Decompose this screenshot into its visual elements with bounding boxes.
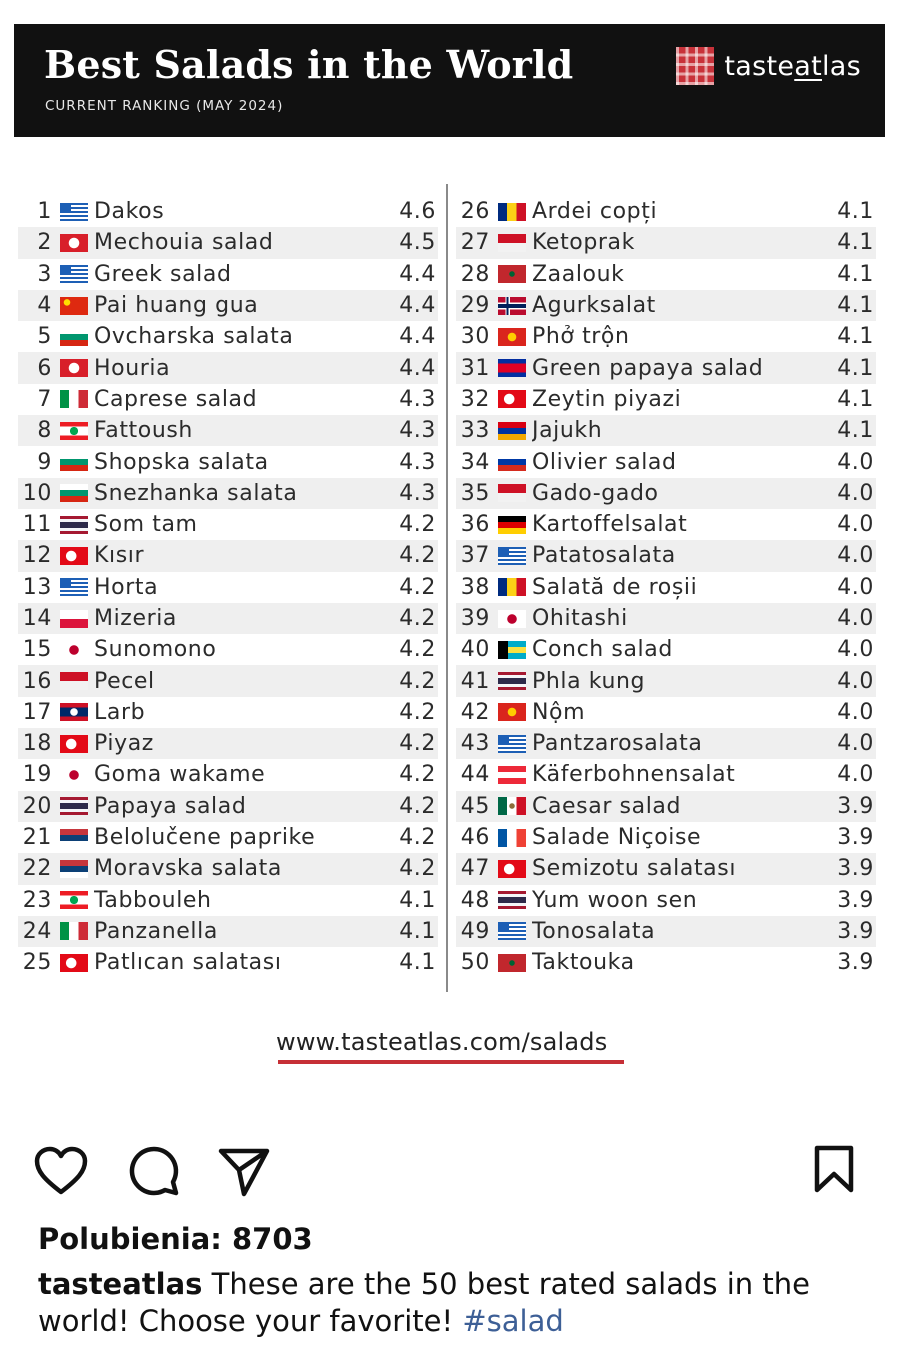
dish-rating: 3.9	[837, 856, 874, 882]
dish-rating: 4.2	[399, 606, 436, 631]
dish-rating: 4.2	[399, 574, 436, 600]
rank-number: 29	[460, 293, 490, 319]
flag-tn-icon	[60, 359, 88, 377]
rank-number: 25	[22, 950, 52, 976]
dish-name: Gado-gado	[532, 480, 659, 506]
flag-de-icon	[498, 516, 526, 534]
flag-ro-icon	[498, 578, 526, 596]
dish-rating: 4.1	[399, 950, 436, 976]
ranking-row	[456, 384, 876, 415]
infographic-subtitle: CURRENT RANKING (MAY 2024)	[45, 98, 284, 114]
ranking-row	[18, 415, 438, 446]
ranking-row	[456, 665, 876, 696]
rank-number: 7	[37, 386, 52, 412]
dish-rating: 4.2	[399, 856, 436, 882]
ranking-row	[456, 415, 876, 446]
dish-rating: 4.1	[837, 230, 874, 256]
dish-name: Moravska salata	[94, 856, 282, 882]
flag-lb-icon	[60, 891, 88, 909]
dish-name: Pantzarosalata	[532, 731, 703, 757]
flag-jp-icon	[60, 766, 88, 784]
dish-name: Houria	[94, 355, 171, 381]
ranking-row	[18, 509, 438, 540]
rank-number: 5	[37, 324, 52, 350]
rank-number: 44	[460, 762, 490, 788]
ranking-row	[18, 853, 438, 884]
dish-rating: 3.9	[837, 887, 874, 913]
dish-rating: 4.0	[837, 606, 874, 631]
dish-name: Mizeria	[94, 606, 178, 631]
ranking-row	[456, 290, 876, 321]
ranking-row	[456, 259, 876, 290]
dish-rating: 4.4	[399, 293, 436, 319]
dish-rating: 3.9	[837, 950, 874, 976]
dish-name: Belolučene paprike	[94, 825, 316, 851]
flag-rs-icon	[60, 829, 88, 847]
rank-number: 14	[22, 606, 52, 631]
rank-number: 45	[460, 793, 490, 819]
flag-vn-icon	[498, 328, 526, 346]
flag-tr-icon	[498, 390, 526, 408]
dish-rating: 4.0	[837, 699, 874, 725]
flag-th-icon	[498, 891, 526, 909]
ranking-row	[456, 540, 876, 571]
dish-name: Olivier salad	[532, 449, 677, 475]
rank-number: 49	[460, 918, 490, 944]
ranking-row	[18, 478, 438, 509]
ranking-row	[18, 665, 438, 696]
ranking-row	[456, 478, 876, 509]
rank-number: 43	[460, 731, 490, 757]
dish-rating: 3.9	[837, 825, 874, 851]
ranking-row	[456, 728, 876, 759]
ranking-column-right	[456, 196, 876, 978]
dish-rating: 4.3	[399, 386, 436, 412]
flag-ro-icon	[498, 203, 526, 221]
rank-number: 38	[460, 574, 490, 600]
flag-bg-icon	[60, 453, 88, 471]
dish-rating: 4.5	[399, 230, 436, 256]
dish-rating: 4.0	[837, 637, 874, 663]
ranking-table	[18, 196, 876, 980]
dish-name: Panzanella	[94, 918, 218, 944]
rank-number: 34	[460, 449, 490, 475]
infographic-title: Best Salads in the World	[44, 42, 574, 87]
rank-number: 30	[460, 324, 490, 350]
flag-cn-icon	[60, 297, 88, 315]
flag-th-icon	[498, 672, 526, 690]
ranking-row	[18, 947, 438, 978]
ranking-row	[456, 885, 876, 916]
dish-name: Ohitashi	[532, 606, 628, 631]
rank-number: 10	[22, 480, 52, 506]
dish-rating: 4.0	[837, 574, 874, 600]
dish-name: Patlıcan salatası	[94, 950, 282, 976]
rank-number: 6	[37, 355, 52, 381]
rank-number: 50	[460, 950, 490, 976]
dish-rating: 4.0	[837, 512, 874, 538]
dish-name: Semizotu salatası	[532, 856, 737, 882]
flag-it-icon	[60, 390, 88, 408]
flag-ru-icon	[498, 453, 526, 471]
flag-am-icon	[498, 422, 526, 440]
dish-rating: 4.1	[837, 324, 874, 350]
flag-gr-icon	[498, 735, 526, 753]
dish-rating: 4.3	[399, 449, 436, 475]
ranking-row	[456, 947, 876, 978]
ranking-row	[18, 572, 438, 603]
ranking-row	[456, 196, 876, 227]
flag-fr-icon	[498, 829, 526, 847]
ranking-row	[18, 822, 438, 853]
dish-name: Jajukh	[532, 418, 603, 444]
flag-tr-icon	[60, 735, 88, 753]
dish-rating: 4.1	[837, 355, 874, 381]
dish-name: Goma wakame	[94, 762, 266, 788]
rank-number: 28	[460, 261, 490, 287]
flag-th-icon	[60, 797, 88, 815]
tablecloth-logo-icon	[676, 47, 714, 85]
rank-number: 17	[22, 699, 52, 725]
dish-name: Zaalouk	[532, 261, 625, 287]
rank-number: 23	[22, 887, 52, 913]
ranking-row	[18, 196, 438, 227]
source-url: www.tasteatlas.com/salads	[276, 1028, 608, 1056]
dish-rating: 4.3	[399, 418, 436, 444]
dish-name: Salată de roșii	[532, 574, 698, 600]
rank-number: 24	[22, 918, 52, 944]
dish-name: Käferbohnensalat	[532, 762, 736, 788]
ranking-row	[18, 697, 438, 728]
flag-bg-icon	[60, 484, 88, 502]
dish-rating: 4.1	[399, 918, 436, 944]
dish-name: Horta	[94, 574, 159, 600]
send-icon[interactable]	[217, 1144, 271, 1198]
ranking-row	[456, 509, 876, 540]
flag-tr-icon	[498, 860, 526, 878]
rank-number: 2	[37, 230, 52, 256]
rank-number: 21	[22, 825, 52, 851]
ranking-row	[456, 603, 876, 634]
dish-name: Snezhanka salata	[94, 480, 298, 506]
ranking-row	[456, 853, 876, 884]
flag-bs-icon	[498, 641, 526, 659]
dish-rating: 4.0	[837, 480, 874, 506]
flag-it-icon	[60, 922, 88, 940]
ranking-row	[456, 759, 876, 790]
post-caption	[38, 1266, 868, 1340]
dish-name: Ardei copți	[532, 199, 658, 225]
flag-jp-icon	[60, 641, 88, 659]
flag-ma-icon	[498, 954, 526, 972]
dish-rating: 4.2	[399, 731, 436, 757]
dish-rating: 4.1	[837, 199, 874, 225]
ranking-row	[18, 634, 438, 665]
dish-rating: 4.2	[399, 668, 436, 694]
dish-name: Papaya salad	[94, 793, 247, 819]
rank-number: 35	[460, 480, 490, 506]
dish-rating: 4.1	[837, 386, 874, 412]
ranking-row	[18, 352, 438, 383]
dish-name: Som tam	[94, 512, 198, 538]
flag-th-icon	[60, 516, 88, 534]
dish-name: Patatosalata	[532, 543, 676, 569]
ranking-row	[18, 759, 438, 790]
brand-logo	[676, 46, 861, 86]
dish-name: Dakos	[94, 199, 165, 225]
ranking-row	[18, 227, 438, 258]
rank-number: 12	[22, 543, 52, 569]
rank-number: 33	[460, 418, 490, 444]
dish-name: Nộm	[532, 699, 586, 725]
rank-number: 42	[460, 699, 490, 725]
dish-name: Greek salad	[94, 261, 232, 287]
dish-name: Caesar salad	[532, 793, 682, 819]
rank-number: 22	[22, 856, 52, 882]
brand-name: tasteatlas	[724, 50, 861, 82]
dish-name: Green papaya salad	[532, 355, 764, 381]
flag-mx-icon	[498, 797, 526, 815]
infographic-header	[14, 24, 885, 137]
dish-name: Tonosalata	[532, 918, 656, 944]
flag-gr-icon	[60, 265, 88, 283]
dish-name: Taktouka	[532, 950, 635, 976]
flag-tr-icon	[60, 547, 88, 565]
dish-name: Agurksalat	[532, 293, 656, 319]
ranking-row	[18, 446, 438, 477]
flag-kh-icon	[498, 359, 526, 377]
rank-number: 48	[460, 887, 490, 913]
ranking-row	[18, 885, 438, 916]
flag-tn-icon	[60, 234, 88, 252]
dish-name: Salade Niçoise	[532, 825, 702, 851]
dish-rating: 4.6	[399, 199, 436, 225]
ranking-row	[18, 259, 438, 290]
rank-number: 27	[460, 230, 490, 256]
dish-rating: 4.0	[837, 762, 874, 788]
flag-bg-icon	[60, 328, 88, 346]
dish-rating: 4.0	[837, 543, 874, 569]
dish-rating: 4.1	[837, 293, 874, 319]
dish-rating: 4.3	[399, 480, 436, 506]
flag-pl-icon	[60, 610, 88, 628]
ranking-row	[456, 227, 876, 258]
dish-name: Phở trộn	[532, 324, 630, 350]
flag-gr-icon	[498, 922, 526, 940]
likes-count[interactable]: Polubienia: 8703	[38, 1222, 313, 1256]
ranking-row	[456, 634, 876, 665]
ranking-row	[456, 916, 876, 947]
dish-rating: 3.9	[837, 918, 874, 944]
rank-number: 47	[460, 856, 490, 882]
caption-text: These are the 50 best rated salads in the world! Choose your favorite!	[38, 1267, 810, 1338]
dish-rating: 4.2	[399, 699, 436, 725]
dish-rating: 4.2	[399, 543, 436, 569]
rank-number: 9	[37, 449, 52, 475]
flag-no-icon	[498, 297, 526, 315]
ranking-row	[18, 384, 438, 415]
dish-name: Kısır	[94, 543, 145, 569]
ranking-column-left	[18, 196, 438, 978]
dish-name: Phla kung	[532, 668, 646, 694]
flag-id-icon	[498, 234, 526, 252]
rank-number: 1	[37, 199, 52, 225]
dish-rating: 4.0	[837, 668, 874, 694]
dish-name: Yum woon sen	[532, 887, 698, 913]
rank-number: 41	[460, 668, 490, 694]
rank-number: 16	[22, 668, 52, 694]
dish-name: Ovcharska salata	[94, 324, 294, 350]
flag-gr-icon	[60, 203, 88, 221]
dish-rating: 4.1	[837, 261, 874, 287]
column-divider	[446, 184, 448, 992]
ranking-row	[18, 728, 438, 759]
flag-jp-icon	[498, 610, 526, 628]
dish-name: Shopska salata	[94, 449, 269, 475]
ranking-row	[18, 603, 438, 634]
dish-rating: 4.2	[399, 762, 436, 788]
flag-gr-icon	[60, 578, 88, 596]
dish-name: Conch salad	[532, 637, 673, 663]
dish-name: Kartoffelsalat	[532, 512, 688, 538]
caption-username[interactable]: tasteatlas	[38, 1267, 203, 1301]
bookmark-icon[interactable]	[812, 1144, 856, 1194]
ranking-row	[456, 446, 876, 477]
ranking-row	[18, 321, 438, 352]
dish-name: Piyaz	[94, 731, 154, 757]
rank-number: 8	[37, 418, 52, 444]
flag-id-icon	[498, 484, 526, 502]
ranking-row	[18, 540, 438, 571]
rank-number: 26	[460, 199, 490, 225]
dish-name: Pai huang gua	[94, 293, 259, 319]
rank-number: 18	[22, 731, 52, 757]
dish-rating: 3.9	[837, 793, 874, 819]
dish-name: Pecel	[94, 668, 155, 694]
rank-number: 32	[460, 386, 490, 412]
rank-number: 19	[22, 762, 52, 788]
ranking-row	[456, 697, 876, 728]
flag-id-icon	[60, 672, 88, 690]
dish-rating: 4.2	[399, 637, 436, 663]
rank-number: 40	[460, 637, 490, 663]
flag-tr-icon	[60, 954, 88, 972]
ranking-row	[456, 822, 876, 853]
flag-ma-icon	[498, 265, 526, 283]
flag-gr-icon	[498, 547, 526, 565]
comment-icon[interactable]	[127, 1144, 181, 1198]
rank-number: 46	[460, 825, 490, 851]
flag-lb-icon	[60, 422, 88, 440]
ranking-row	[18, 916, 438, 947]
ranking-row	[456, 572, 876, 603]
ranking-row	[456, 321, 876, 352]
dish-name: Ketoprak	[532, 230, 635, 256]
dish-name: Tabbouleh	[94, 887, 212, 913]
ranking-row	[456, 791, 876, 822]
rank-number: 31	[460, 355, 490, 381]
rank-number: 39	[460, 606, 490, 631]
dish-rating: 4.1	[837, 418, 874, 444]
rank-number: 3	[37, 261, 52, 287]
dish-rating: 4.1	[399, 887, 436, 913]
ranking-row	[456, 352, 876, 383]
rank-number: 4	[37, 293, 52, 319]
dish-name: Larb	[94, 699, 146, 725]
dish-name: Caprese salad	[94, 386, 258, 412]
dish-name: Fattoush	[94, 418, 193, 444]
url-underline	[278, 1060, 624, 1064]
heart-icon[interactable]	[34, 1146, 88, 1196]
rank-number: 36	[460, 512, 490, 538]
flag-at-icon	[498, 766, 526, 784]
ranking-row	[18, 791, 438, 822]
rank-number: 15	[22, 637, 52, 663]
dish-rating: 4.0	[837, 731, 874, 757]
rank-number: 37	[460, 543, 490, 569]
rank-number: 20	[22, 793, 52, 819]
dish-rating: 4.2	[399, 512, 436, 538]
dish-rating: 4.0	[837, 449, 874, 475]
caption-hashtag[interactable]: #salad	[462, 1304, 564, 1338]
rank-number: 11	[22, 512, 52, 538]
rank-number: 13	[22, 574, 52, 600]
dish-rating: 4.4	[399, 261, 436, 287]
dish-name: Mechouia salad	[94, 230, 274, 256]
dish-name: Sunomono	[94, 637, 217, 663]
dish-rating: 4.4	[399, 355, 436, 381]
ranking-row	[18, 290, 438, 321]
dish-rating: 4.4	[399, 324, 436, 350]
dish-name: Zeytin piyazi	[532, 386, 682, 412]
flag-vn-icon	[498, 703, 526, 721]
dish-rating: 4.2	[399, 825, 436, 851]
flag-rs-icon	[60, 860, 88, 878]
dish-rating: 4.2	[399, 793, 436, 819]
flag-la-icon	[60, 703, 88, 721]
